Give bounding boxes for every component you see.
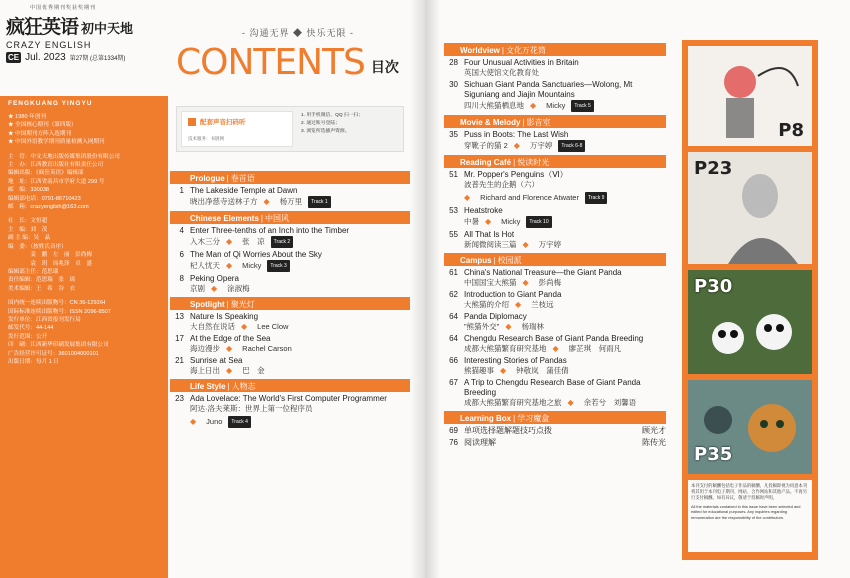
- article-subtitle-cn: 中国国宝大熊猫: [464, 278, 517, 287]
- magazine-title: 疯狂英语: [6, 16, 79, 38]
- article-subtitle-cn: 熊猫趣事: [464, 366, 494, 375]
- disclaimer-cn: 本刊支付的稿酬包括电子作品的稿酬，凡投稿即视为同意本刊将其用于本刊电子期刊、网站、合作网站和其他产品。不再另行支付稿酬。如有异议，敬请于投稿时声明。: [691, 483, 808, 500]
- bullet-icon: ◆: [530, 101, 537, 110]
- page-number: 64: [449, 312, 458, 321]
- toc-entry[interactable]: [170, 226, 410, 248]
- page-spine: [410, 0, 440, 578]
- section-header: [444, 411, 666, 424]
- article-title: Introduction to Giant Panda: [464, 290, 562, 299]
- article-subtitle-cn: 海边漫步: [190, 344, 220, 353]
- bullet-icon: ◆: [464, 193, 471, 202]
- bullet-icon: ◆: [226, 366, 233, 375]
- article-author: 杨万里: [279, 197, 303, 206]
- fact-line: 编辑部主任：范思瑞: [8, 268, 59, 275]
- article-title: Mr. Popper's Penguins（Ⅵ）: [464, 170, 568, 179]
- section-title-en: Prologue: [190, 174, 225, 183]
- toc-entry[interactable]: [444, 378, 666, 408]
- article-author: 钟敬岚 蒲佳倩: [516, 366, 569, 375]
- section-header: [444, 253, 666, 266]
- article-subtitle-cn: 杞人忧天: [190, 261, 220, 270]
- page-number: 55: [449, 230, 458, 239]
- page-number: 64: [449, 334, 458, 343]
- toc-entry[interactable]: [444, 356, 666, 376]
- section-divider: |: [226, 300, 229, 309]
- section-divider: |: [513, 414, 516, 423]
- contents-title: CONTENTS: [176, 42, 365, 83]
- toc-entry[interactable]: [444, 426, 666, 436]
- qr-label: 配套声音扫码听: [200, 119, 246, 126]
- article-author: 巴 金: [242, 366, 265, 375]
- toc-entry[interactable]: [444, 80, 666, 112]
- page-number: 8: [179, 274, 184, 283]
- qr-code-area[interactable]: [181, 111, 293, 147]
- section-divider: |: [226, 174, 229, 183]
- bullet-icon: ◆: [500, 366, 507, 375]
- issue-date: Jul. 2023: [25, 52, 66, 63]
- fact-line: 广告经营许可证号：3601004000101: [8, 350, 99, 357]
- article-title: 单项选择题解题技巧点拨: [464, 426, 552, 435]
- article-title: Panda Diplomacy: [464, 312, 527, 321]
- ce-logo: CE: [8, 53, 20, 62]
- page-number: 23: [175, 394, 184, 403]
- bullet-icon: ◆: [522, 278, 529, 287]
- toc-entry[interactable]: [444, 170, 666, 190]
- article-title: The Man of Qi Worries About the Sky: [190, 250, 322, 259]
- article-title: Sichuan Giant Panda Sanctuaries—Wolong, Mt Siguniang and Jiajin Mountains: [464, 80, 633, 99]
- page-number: 76: [449, 438, 458, 447]
- article-author: Micky: [242, 261, 262, 270]
- article-subtitle-cn: 四川大熊猫栖息地: [464, 101, 524, 110]
- section-header: [170, 211, 410, 224]
- fact-line: 国际标准连续出版物号：ISSN 2096-8507: [8, 308, 111, 315]
- article-author: Juno: [206, 417, 223, 426]
- fact-line: 美术编辑：王 希 谷 衣: [8, 285, 76, 292]
- article-subtitle-cn: 波普先生的企鹅（六）: [464, 180, 539, 189]
- masthead: [0, 0, 168, 96]
- article-title: Sunrise at Sea: [190, 356, 243, 365]
- article-title: Puss in Boots: The Last Wish: [464, 130, 569, 139]
- section-title-cn: 卷首语: [230, 174, 255, 183]
- section-title-cn: 文化万花筒: [505, 46, 546, 55]
- article-title: 阅读理解: [464, 438, 496, 447]
- page-number: 21: [175, 356, 184, 365]
- fact-line: 国内统一连续出版物号：CN 36-1292/H: [8, 300, 106, 307]
- contents-header: [176, 26, 420, 81]
- article-author: 张 凉: [242, 237, 265, 246]
- audio-track-badge[interactable]: Track 2: [271, 236, 293, 248]
- section-title-en: Chinese Elements: [190, 214, 259, 223]
- toc-right-column: [444, 40, 666, 450]
- toc-entry[interactable]: [444, 58, 666, 78]
- thumb-label: P8: [778, 120, 804, 141]
- masthead-award: 中国优秀期刊奖获奖期刊: [30, 5, 97, 11]
- fact-line: 发行范围：公开: [8, 333, 48, 340]
- toc-entry[interactable]: [444, 230, 666, 250]
- toc-entry[interactable]: [444, 438, 666, 448]
- bullet-icon: ◆: [485, 217, 492, 226]
- audio-track-badge[interactable]: Track 10: [526, 216, 551, 228]
- section-title-cn: 校园派: [497, 256, 522, 265]
- page-number: 62: [449, 290, 458, 299]
- audio-track-badge[interactable]: Track 9: [585, 192, 607, 204]
- publication-facts: [0, 109, 168, 370]
- magazine-subtitle: 初中天地: [81, 22, 134, 37]
- speaker-icon: [188, 118, 196, 126]
- fact-line: 责任编辑：范思瑞 张 瑶: [8, 277, 76, 284]
- bullet-icon: ◆: [515, 300, 522, 309]
- article-subtitle-cn: 英国大使馆文化教育处: [464, 68, 539, 77]
- article-subtitle-cn: 大自然在说话: [190, 322, 235, 331]
- page-number: 69: [449, 426, 458, 435]
- fact-line: 2. 通过账号登陆；: [301, 121, 340, 126]
- article-subtitle-cn: 中暑: [464, 217, 479, 226]
- article-author: 余若兮 刘馨语: [583, 398, 637, 407]
- section-title-cn: 中国风: [265, 214, 289, 223]
- fact-line: 副 主 编：吴 晶: [8, 235, 51, 242]
- audio-track-badge[interactable]: Track 3: [267, 260, 289, 272]
- section-title-en: Learning Box: [460, 414, 512, 423]
- fact-line: 印 刷：江西新华印刷发展集团有限公司: [8, 342, 109, 349]
- toc-left-column: [170, 168, 410, 430]
- sidebar: [0, 0, 168, 578]
- fact-line: ★ 中国外语教学期刊质量检测入网期刊: [8, 139, 105, 146]
- bullet-icon: ◆: [567, 398, 574, 407]
- article-author: Rachel Carson: [242, 344, 292, 353]
- audio-qr-panel[interactable]: [176, 106, 404, 152]
- article-title: Chengdu Research Base of Giant Panda Breeding: [464, 334, 644, 343]
- fact-line: 编辑部电话：0791-86710423: [8, 195, 81, 202]
- fact-line: ★ 1980 年创刊: [8, 114, 46, 120]
- toc-entry[interactable]: [170, 250, 410, 272]
- slogan: - 沟通无界 ◆ 快乐无限 -: [242, 28, 354, 38]
- section-divider: |: [227, 382, 230, 391]
- thumb-puss-in-boots[interactable]: [688, 380, 812, 474]
- toc-entry[interactable]: [170, 394, 410, 414]
- article-author: 廖芷琪 何雨凡: [568, 344, 622, 353]
- page-number: 13: [175, 312, 184, 321]
- page-number: 28: [449, 58, 458, 67]
- thumb-label: P35: [694, 444, 733, 465]
- section-title-cn: 学习魔盒: [517, 414, 550, 423]
- toc-entry[interactable]: [444, 268, 666, 288]
- article-title: Heatstroke: [464, 206, 503, 215]
- page-number: 61: [449, 268, 458, 277]
- fact-line: 发行单位：江西省报刊发行局: [8, 316, 81, 323]
- fact-line: 编辑出版：《疯狂英语》编辑部: [8, 170, 84, 177]
- fact-line: 主 编：刘 茂: [8, 226, 48, 233]
- qr-tech-service: 技术服务：书链网: [188, 136, 224, 141]
- fact-line: 袁 玥 周兆泽 卓 盛: [8, 260, 92, 267]
- toc-entry[interactable]: [170, 416, 410, 428]
- article-title: China's National Treasure—the Giant Panda: [464, 268, 622, 277]
- page-number: 6: [179, 250, 184, 259]
- thumb-label: P23: [694, 158, 733, 179]
- disclaimer: [688, 480, 812, 552]
- article-author: Lee Clow: [257, 322, 289, 331]
- section-header: [170, 379, 410, 392]
- fact-line: 姜 鹏 左 丽 彭尚梅: [8, 252, 92, 259]
- toc-entry[interactable]: [444, 130, 666, 152]
- thumb-label: P30: [694, 276, 733, 297]
- fact-line: 地 址：江西省南昌市学府大道 299 号: [8, 178, 105, 185]
- page-number: 66: [449, 356, 458, 365]
- bullet-icon: ◆: [241, 322, 248, 331]
- qr-steps: [301, 112, 363, 136]
- toc-entry[interactable]: [444, 290, 666, 310]
- article-author: 万宇婷: [529, 141, 553, 150]
- thumb-ada-lovelace[interactable]: [688, 152, 812, 264]
- bullet-icon: ◆: [552, 344, 559, 353]
- article-author: Micky: [546, 101, 566, 110]
- fact-line: 社 长：文恒超: [8, 218, 48, 225]
- article-title: A Trip to Chengdu Research Base of Giant Panda Breeding: [464, 378, 641, 397]
- bullet-icon: ◆: [226, 261, 233, 270]
- article-title: The Lakeside Temple at Dawn: [190, 186, 298, 195]
- toc-entry[interactable]: [170, 356, 410, 376]
- article-title: Peking Opera: [190, 274, 239, 283]
- page-number: 30: [449, 80, 458, 89]
- bullet-icon: ◆: [190, 417, 197, 426]
- contents-title-cn: 目次: [370, 59, 399, 75]
- section-title-en: Spotlight: [190, 300, 225, 309]
- fact-line: 1. 用手机微信、QQ 扫一扫；: [301, 113, 364, 118]
- article-title: Nature Is Speaking: [190, 312, 259, 321]
- article-title: Four Unusual Activities in Britain: [464, 58, 579, 67]
- section-header: [444, 155, 666, 168]
- article-author: 涂淑梅: [227, 284, 250, 293]
- article-subtitle-cn: 京剧: [190, 284, 205, 293]
- bullet-icon: ◆: [226, 344, 233, 353]
- fact-line: 主 办：江西教育出版社有限责任公司: [8, 162, 104, 169]
- audio-track-badge[interactable]: Track 5: [571, 100, 593, 112]
- page-number: 1: [179, 186, 184, 195]
- article-title: All That Is Hot: [464, 230, 515, 239]
- section-divider: |: [513, 158, 516, 167]
- bullet-icon: ◆: [211, 284, 218, 293]
- fact-line: 邮 编：330038: [8, 187, 50, 194]
- page-number: 67: [449, 378, 458, 387]
- section-title-cn: 悦读时光: [517, 158, 550, 167]
- article-subtitle-cn: 穿靴子的猫 2: [464, 141, 508, 150]
- section-title-en: Movie & Melody: [460, 118, 521, 127]
- page-number: 17: [175, 334, 184, 343]
- section-title-cn: 影音室: [526, 118, 551, 127]
- bullet-icon: ◆: [226, 237, 233, 246]
- article-title: Ada Lovelace: The World's First Computer Programmer: [190, 394, 387, 403]
- audio-track-badge[interactable]: Track 1: [308, 196, 330, 208]
- article-subtitle-cn: 入木三分: [190, 237, 220, 246]
- section-header: [170, 171, 410, 184]
- section-divider: |: [493, 256, 496, 265]
- thumb-peking-opera[interactable]: [688, 46, 812, 146]
- section-header: [170, 297, 410, 310]
- toc-entry[interactable]: [170, 186, 410, 208]
- section-title-en: Life Style: [190, 382, 226, 391]
- section-header: [444, 43, 666, 56]
- brand-pinyin: FENGKUANG YINGYU: [0, 96, 168, 109]
- article-subtitle-cn: 海上日出: [190, 366, 220, 375]
- article-subtitle-cn: "熊猫外交": [464, 322, 500, 331]
- magazine-english-title: CRAZY ENGLISH: [6, 40, 92, 50]
- image-column: [682, 40, 818, 560]
- fact-line: ★ 全国核心期刊（第四版）: [8, 122, 77, 129]
- article-author: 兰枝远: [531, 300, 554, 309]
- toc-entry[interactable]: [444, 334, 666, 354]
- fact-line: ★ 中国期刊方阵入选期刊: [8, 130, 72, 137]
- article-author: Richard and Florence Atwater: [480, 193, 579, 202]
- article-subtitle-cn: 大熊猫的介绍: [464, 300, 509, 309]
- page-number: 4: [179, 226, 184, 235]
- bullet-icon: ◆: [522, 240, 529, 249]
- article-title: Interesting Stories of Pandas: [464, 356, 567, 365]
- section-divider: |: [522, 118, 525, 127]
- article-author: 顾光才: [642, 426, 666, 435]
- issue-number: 第27期 (总第1334期): [69, 56, 126, 62]
- bullet-icon: ◆: [263, 197, 270, 206]
- fact-line: 3. 浏览所选播声资源。: [301, 129, 350, 134]
- bullet-icon: ◆: [505, 322, 512, 331]
- article-author: Micky: [501, 217, 521, 226]
- section-title-cn: 人物志: [231, 382, 256, 391]
- bullet-icon: ◆: [513, 141, 520, 150]
- toc-entry[interactable]: [444, 206, 666, 228]
- article-author: 陈传光: [642, 438, 666, 447]
- article-subtitle-cn: 成都大熊猫繁育研究基地: [464, 344, 547, 353]
- article-subtitle-cn: 晓出净慈寺送林子方: [190, 197, 258, 206]
- article-title: At the Edge of the Sea: [190, 334, 271, 343]
- fact-line: 出版日期：每月 1 日: [8, 358, 59, 365]
- article-title: Enter Three-tenths of an Inch into the Timber: [190, 226, 350, 235]
- toc-entry[interactable]: [170, 334, 410, 354]
- article-author: 杨瑞林: [521, 322, 544, 331]
- page-number: 51: [449, 170, 458, 179]
- fact-line: 邮发代号：44-144: [8, 325, 54, 332]
- section-title-en: Reading Café: [460, 158, 512, 167]
- thumb-pandas[interactable]: [688, 270, 812, 374]
- audio-track-badge[interactable]: Track 6-8: [558, 140, 585, 152]
- article-author: 万宇婷: [538, 240, 562, 249]
- section-title-cn: 聚光灯: [230, 300, 255, 309]
- toc-entry[interactable]: [170, 312, 410, 332]
- article-subtitle-cn: 成都大熊猫繁育研究基地之旅: [464, 398, 562, 407]
- section-header: [444, 115, 666, 128]
- section-divider: |: [501, 46, 504, 55]
- toc-entry[interactable]: [444, 192, 666, 204]
- article-subtitle-cn: 新闻微阅读三篇: [464, 240, 517, 249]
- section-title-en: Campus: [460, 256, 492, 265]
- toc-entry[interactable]: [444, 312, 666, 332]
- fact-line: 编 委：（按姓氏音序）: [8, 243, 67, 250]
- section-divider: |: [260, 214, 263, 223]
- fact-line: 邮 箱：crazyenglish@163.com: [8, 204, 89, 211]
- page-number: 53: [449, 206, 458, 215]
- section-title-en: Worldview: [460, 46, 500, 55]
- disclaimer-en: All the materials contained in this issue have been selected and edited for educational purposes. Any inquiries regarding remuneration are the responsibility of the contributors.: [691, 504, 801, 520]
- audio-track-badge[interactable]: Track 4: [228, 416, 250, 428]
- toc-entry[interactable]: [170, 274, 410, 294]
- article-subtitle-cn: 阿达·洛夫莱斯：世界上第一位程序员: [190, 404, 313, 413]
- page-number: 35: [449, 130, 458, 139]
- fact-line: 主 管：中文天地出版传媒集团股份有限公司: [8, 153, 120, 160]
- article-author: 彭尚梅: [538, 278, 562, 287]
